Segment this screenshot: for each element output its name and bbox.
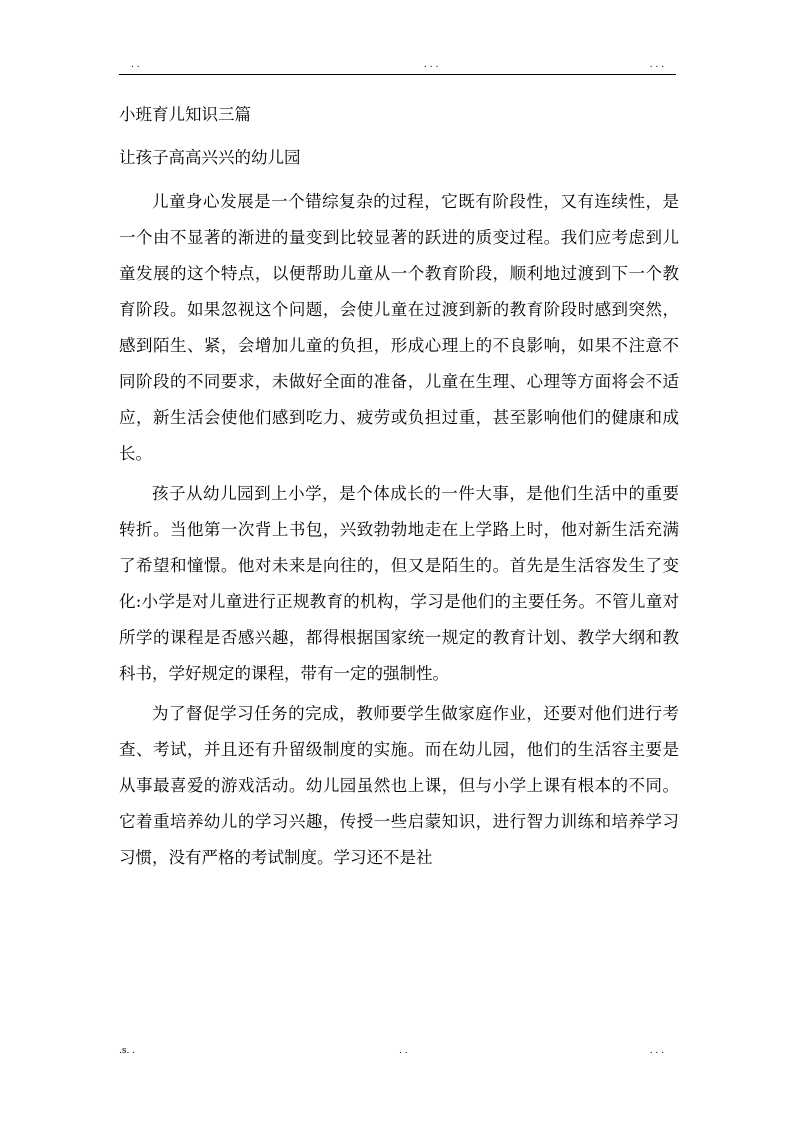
paragraph-2: 孩子从幼儿园到上小学，是个体成长的一件大事，是他们生活中的重要转折。当他第一次背上书包，兴致勃勃地走在上学路上时，他对新生活充满了希望和憧憬。他对未来是向往的，但又是陌生的。首先是生活容发生了变化:小学是对儿童进行正规教育的机构，学习是他们的主要任务。不管儿童对所学的课程是否感兴趣，都得根据国家统一规定的教育计划、教学大纲和教科书，学好规定的课程，带有一定的强制性。 [119,484,679,683]
paragraph-3: 为了督促学习任务的完成，教师要学生做家庭作业，还要对他们进行考查、考试，并且还有升留级制度的实施。而在幼儿园，他们的生活容主要是从事最喜爱的游戏活动。幼儿园虽然也上课，但与小学上课有根本的不同。它着重培养幼儿的学习兴趣，传授一些启蒙知识，进行智力训练和培养学习习惯，没有严格的考试制度。学习还不是社 [119,704,679,867]
header-middle-text: . . . [424,60,439,70]
page-footer [119,1046,676,1060]
paragraph-1: 儿童身心发展是一个错综复杂的过程，它既有阶段性，又有连续性，是一个由不显著的渐进的量变到比较显著的跃进的质变过程。我们应考虑到儿童发展的这个特点，以便帮助儿童从一个教育阶段，顺利地过渡到下一个教育阶段。如果忽视这个问题，会使儿童在过渡到新的教育阶段时感到突然，感到陌生、紧，会增加儿童的负担，形成心理上的不良影响，如果不注意不同阶段的不同要求，未做好全面的准备，儿童在生理、心理等方面将会不适应，新生活会使他们感到吃力、疲劳或负担过重，甚至影响他们的健康和成长。 [119,192,679,463]
page-header [119,60,676,75]
document-subtitle: 让孩子高高兴兴的幼儿园 [119,148,301,167]
footer-middle-text: . . [399,1046,408,1056]
header-left-text: . . [131,60,140,70]
footer-left-text: .s. . [119,1046,136,1056]
document-title: 小班育儿知识三篇 [119,105,251,124]
document-body [119,184,679,880]
footer-right-text: . . . [649,1046,664,1056]
header-right-text: . . . [649,60,664,70]
